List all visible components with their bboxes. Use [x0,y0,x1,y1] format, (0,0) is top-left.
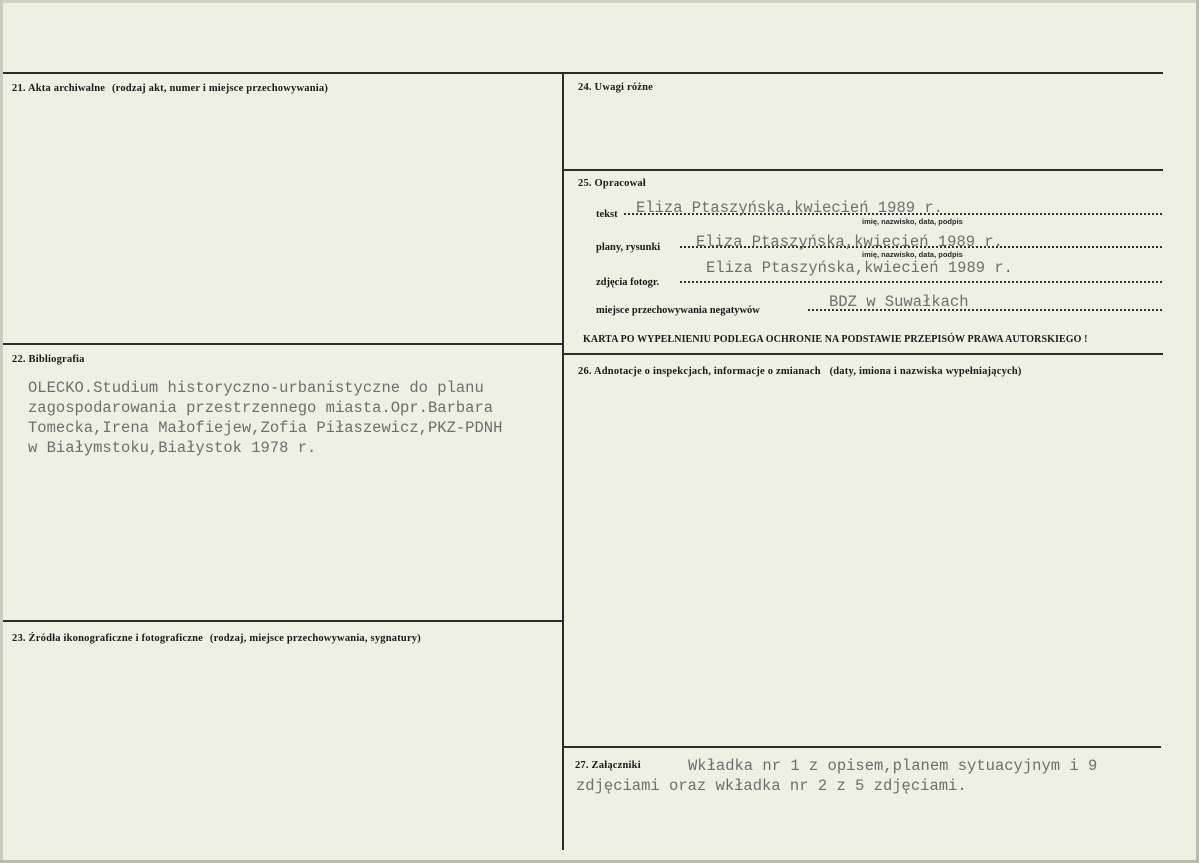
section-23-label: 23. Źródła ikonograficzne i fotograficzne [12,633,204,644]
author-text-value: Eliza Ptaszyńska,kwiecień 1989 r. [636,199,943,217]
negatives-location-label: miejsce przechowywania negatywów [596,305,760,316]
section-26-heading [578,366,1022,377]
author-drawings-value: Eliza Ptaszyńska,kwiecień 1989 r. [696,233,1003,251]
card-edge-top [0,0,1199,3]
divider-24-25 [563,169,1163,171]
bibliography-line-1: OLECKO.Studium historyczno-urbanistyczne do planu [28,379,484,397]
section-21-heading [12,83,328,94]
section-23-heading [12,633,421,644]
bibliography-line-2: zagospodarowania przestrzennego miasta.Opr.Barbara [28,399,494,417]
card-edge-left [0,0,3,863]
top-rule [3,72,1163,74]
divider-22-23 [3,620,563,622]
author-photos-value: Eliza Ptaszyńska,kwiecień 1989 r. [706,259,1013,277]
negatives-location-value: BDZ w Suwałkach [829,293,969,311]
divider-26-27 [563,746,1161,748]
author-text-label: tekst [596,209,618,220]
bibliography-line-3: Tomecka,Irena Małofiejew,Zofia Piłaszewicz,PKZ-PDNH [28,419,503,437]
section-21-sublabel: (rodzaj akt, numer i miejsce przechowywania) [111,83,329,94]
author-text-hint: imię, nazwisko, data, podpis [862,217,963,226]
author-photos-label: zdjęcia fotogr. [596,277,660,288]
section-27-label: 27. Załączniki [575,760,641,771]
section-24-label: 24. Uwagi różne [578,82,654,93]
author-drawings-hint: imię, nazwisko, data, podpis [862,250,963,259]
divider-25-26 [563,353,1163,355]
author-photos-dotted-line [680,281,1162,283]
attachments-line-2: zdjęciami oraz wkładka nr 2 z 5 zdjęciami. [576,777,967,795]
section-21-label: 21. Akta archiwalne [12,83,106,94]
bibliography-line-4: w Białymstoku,Białystok 1978 r. [28,439,317,457]
author-drawings-label: plany, rysunki [596,242,661,253]
section-23-sublabel: (rodzaj, miejsce przechowywania, sygnatury) [209,633,421,644]
section-26-label: 26. Adnotacje o inspekcjach, informacje o zmianach [578,366,821,377]
attachments-line-1: Wkładka nr 1 z opisem,planem sytuacyjnym i 9 [688,757,1098,775]
divider-21-22 [3,343,563,345]
column-divider [562,72,564,850]
section-26-sublabel: (daty, imiona i nazwiska wypełniających) [829,366,1022,377]
section-25-label: 25. Opracował [578,178,646,189]
section-22-label: 22. Bibliografia [12,354,85,365]
copyright-warning: KARTA PO WYPEŁNIENIU PODLEGA OCHRONIE NA PODSTAWIE PRZEPISÓW PRAWA AUTORSKIEGO ! [583,334,1088,345]
